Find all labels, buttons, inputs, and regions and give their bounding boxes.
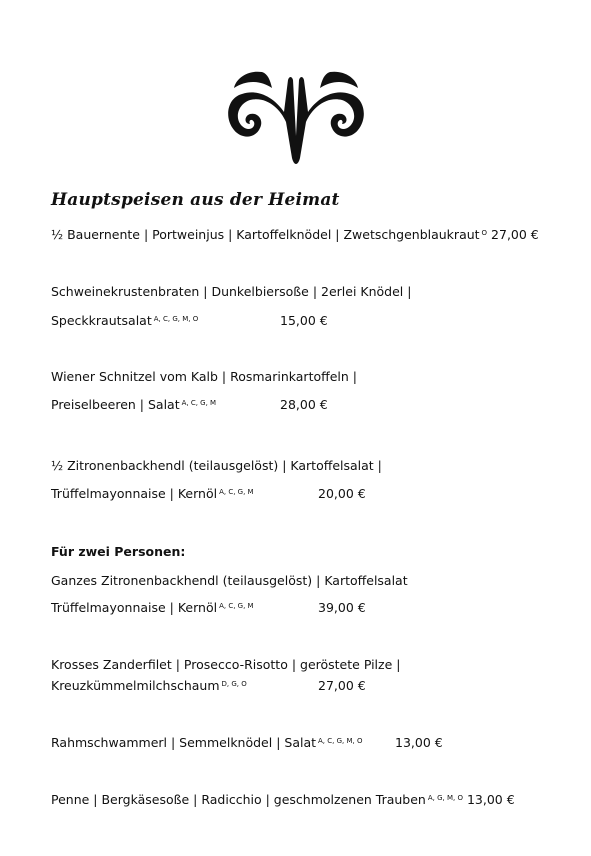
menu-item-line [51,486,254,502]
menu-item-line: Wiener Schnitzel vom Kalb | Rosmarinkartoffeln | [51,369,357,384]
dish-text: Preiselbeeren | Salat [51,397,180,412]
menu-item-line [51,735,362,751]
menu-item-line [51,313,198,329]
dish-price: 39,00 € [318,600,366,615]
dish-price: 27,00 € [491,227,539,242]
dish-text: Trüffelmayonnaise | Kernöl [51,486,218,501]
dish-price: 13,00 € [395,735,443,750]
allergen-codes: A, G, M, O [427,794,463,802]
dish-price: 20,00 € [318,486,366,501]
allergen-codes: A, C, G, M [219,602,254,610]
menu-item-line: Ganzes Zitronenbackhendl (teilausgelöst) | Kartoffelsalat [51,573,408,588]
menu-item-line [51,227,539,243]
dish-text: Speckkrautsalat [51,313,152,328]
dish-text: Trüffelmayonnaise | Kernöl [51,600,218,615]
menu-item-line [51,600,254,616]
dish-price: 13,00 € [466,792,515,807]
menu-item-line [51,792,515,808]
dish-text: Rahmschwammerl | Semmelknödel | Salat [51,735,317,750]
menu-item-line: ½ Zitronenbackhendl (teilausgelöst) | Kartoffelsalat | [51,458,382,473]
ram-head-logo-icon [222,66,370,174]
menu-item-line: Krosses Zanderfilet | Prosecco-Risotto | geröstete Pilze | [51,657,401,672]
allergen-codes: A, C, G, M [219,488,254,496]
allergen-codes: D, G, O [221,680,247,688]
dish-price: 15,00 € [280,313,328,328]
dish-text: Penne | Bergkäsesoße | Radicchio | geschmolzenen Trauben [51,792,426,807]
dish-text: Kreuzkümmelmilchschaum [51,678,220,693]
allergen-codes: A, C, G, M, O [318,737,363,745]
section-heading: Für zwei Personen: [51,544,186,559]
allergen-codes: A, C, G, M, O [153,315,199,323]
menu-item-line [51,678,247,694]
dish-text: ½ Bauernente | Portweinjus | Kartoffelknödel | Zwetschgenblaukraut [51,227,480,242]
allergen-codes: A, C, G, M [181,399,217,407]
menu-item-line [51,397,216,413]
allergen-codes: O [481,229,488,237]
menu-item-line: Schweinekrustenbraten | Dunkelbiersoße | 2erlei Knödel | [51,284,412,299]
menu-heading: Hauptspeisen aus der Heimat [51,190,340,210]
dish-price: 28,00 € [280,397,328,412]
dish-price: 27,00 € [318,678,366,693]
